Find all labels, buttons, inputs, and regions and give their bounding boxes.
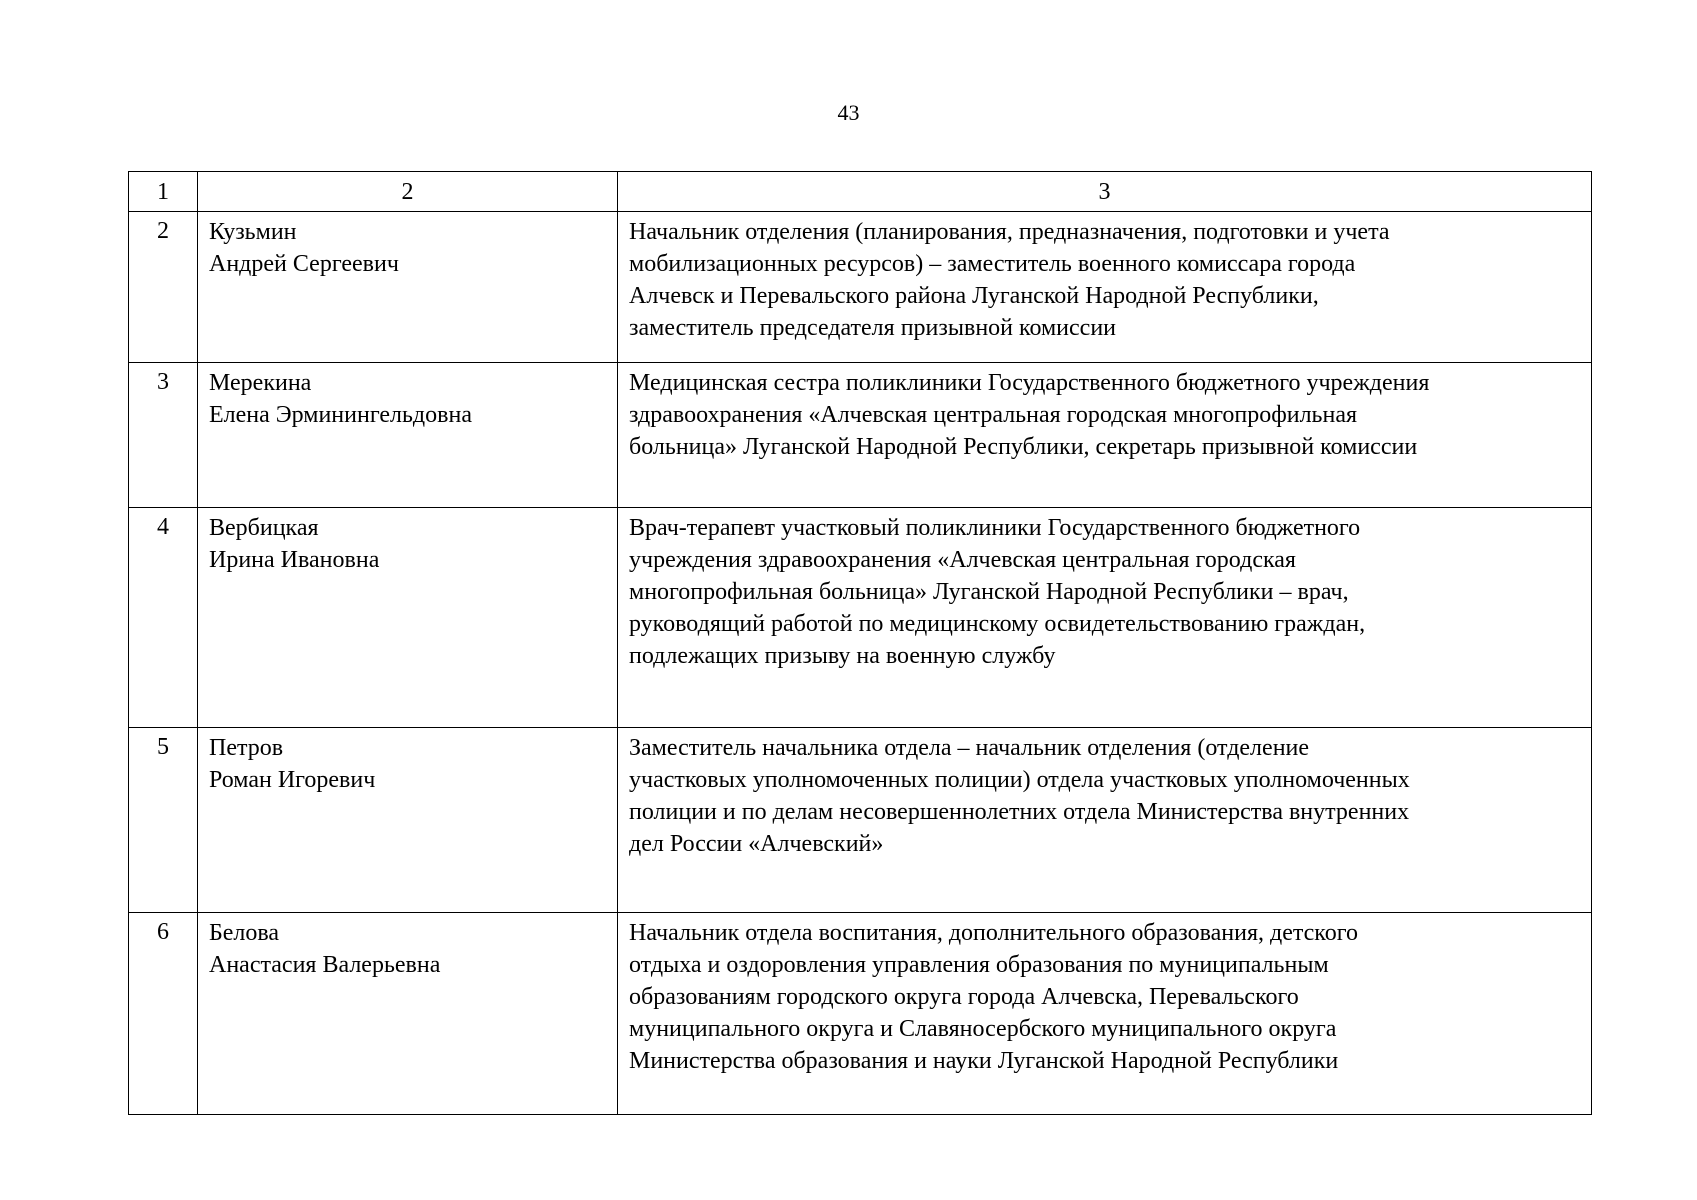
member-position bbox=[618, 508, 1592, 728]
member-position bbox=[618, 728, 1592, 913]
member-position bbox=[618, 913, 1592, 1115]
row-number: 3 bbox=[129, 363, 198, 508]
table-row bbox=[129, 913, 1592, 1115]
position-line: учреждения здравоохранения «Алчевская центральная городская bbox=[629, 547, 1296, 573]
position-line: Алчевск и Перевальского района Луганской Народной Республики, bbox=[629, 283, 1319, 309]
member-surname: Вербицкая bbox=[209, 515, 319, 541]
row-number: 2 bbox=[129, 212, 198, 363]
member-given-names: Анастасия Валерьевна bbox=[209, 952, 441, 978]
member-name bbox=[198, 508, 618, 728]
position-line: заместитель председателя призывной комиссии bbox=[629, 315, 1117, 341]
position-line: больница» Луганской Народной Республики, секретарь призывной комиссии bbox=[629, 434, 1418, 460]
member-surname: Кузьмин bbox=[209, 219, 297, 245]
position-line: полиции и по делам несовершеннолетних отдела Министерства внутренних bbox=[629, 799, 1410, 825]
row-number: 4 bbox=[129, 508, 198, 728]
member-surname: Петров bbox=[209, 735, 284, 761]
member-surname: Белова bbox=[209, 920, 280, 946]
member-given-names: Роман Игоревич bbox=[209, 767, 376, 793]
column-number-3: 3 bbox=[618, 172, 1592, 212]
member-position bbox=[618, 363, 1592, 508]
table-row bbox=[129, 508, 1592, 728]
column-number-2: 2 bbox=[198, 172, 618, 212]
position-line: Начальник отделения (планирования, предназначения, подготовки и учета bbox=[629, 219, 1390, 245]
commission-members-table bbox=[128, 171, 1592, 1115]
table-header-row bbox=[129, 172, 1592, 212]
position-line: участковых уполномоченных полиции) отдела участковых уполномоченных bbox=[629, 767, 1410, 793]
member-given-names: Ирина Ивановна bbox=[209, 547, 380, 573]
position-line: здравоохранения «Алчевская центральная городская многопрофильная bbox=[629, 402, 1358, 428]
position-line: руководящий работой по медицинскому освидетельствованию граждан, bbox=[629, 611, 1366, 637]
position-line: подлежащих призыву на военную службу bbox=[629, 643, 1056, 669]
position-line: отдыха и оздоровления управления образования по муниципальным bbox=[629, 952, 1329, 978]
position-line: мобилизационных ресурсов) – заместитель военного комиссара города bbox=[629, 251, 1356, 277]
position-line: дел России «Алчевский» bbox=[629, 831, 884, 857]
row-number: 5 bbox=[129, 728, 198, 913]
position-line: образованиям городского округа города Алчевска, Перевальского bbox=[629, 984, 1299, 1010]
position-line: муниципального округа и Славяносербского муниципального округа bbox=[629, 1016, 1337, 1042]
position-line: Начальник отдела воспитания, дополнительного образования, детского bbox=[629, 920, 1358, 946]
member-name bbox=[198, 728, 618, 913]
member-name bbox=[198, 363, 618, 508]
member-position bbox=[618, 212, 1592, 363]
member-given-names: Андрей Сергеевич bbox=[209, 251, 399, 277]
position-line: Медицинская сестра поликлиники Государственного бюджетного учреждения bbox=[629, 370, 1430, 396]
table-row bbox=[129, 212, 1592, 363]
member-name bbox=[198, 913, 618, 1115]
position-line: Министерства образования и науки Луганской Народной Республики bbox=[629, 1048, 1339, 1074]
member-given-names: Елена Эрминингельдовна bbox=[209, 402, 472, 428]
row-number: 6 bbox=[129, 913, 198, 1115]
table-row bbox=[129, 728, 1592, 913]
column-number-1: 1 bbox=[129, 172, 198, 212]
member-surname: Мерекина bbox=[209, 370, 312, 396]
position-line: Заместитель начальника отдела – начальник отделения (отделение bbox=[629, 735, 1310, 761]
position-line: Врач-терапевт участковый поликлиники Государственного бюджетного bbox=[629, 515, 1361, 541]
position-line: многопрофильная больница» Луганской Народной Республики – врач, bbox=[629, 579, 1349, 605]
member-name bbox=[198, 212, 618, 363]
table-row bbox=[129, 363, 1592, 508]
page-number: 43 bbox=[837, 100, 860, 125]
